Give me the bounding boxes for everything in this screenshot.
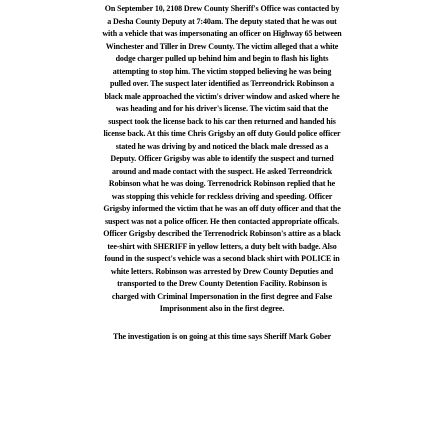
report-line: Imprisonment also in the first degree. xyxy=(159,304,285,313)
report-line: black male approached the victim's driver window and asked where he xyxy=(104,91,340,101)
report-line: Robinson what he was doing. Terrenodrick Robinson replied that he xyxy=(108,179,336,188)
report-line: charged with Criminal Impersonation in the first degree and False xyxy=(111,291,333,301)
report-line: transported to the Drew County Detention Facility. Robinson is xyxy=(117,279,327,288)
report-line: around and made contact with the suspect. He asked Terreondrick xyxy=(111,166,333,176)
report-line: Winchester and Tiller in Drew County. The victim alleged that a white xyxy=(105,41,339,51)
report-line: was stopping this vehicle for reckless driving and speeding. Officer xyxy=(111,191,333,201)
report-line: suspect took the license back to his car then returned and handed his xyxy=(108,116,336,126)
report-line: with a vehicle that was impersonating an officer on Highway 65 between xyxy=(102,29,342,38)
report-line: dodge charger pulled up behind him and begin to flash his lights xyxy=(115,54,329,63)
closing-statement: The investigation is on going at this time says Sheriff Mark Gober xyxy=(112,332,332,341)
report-line: found in the suspect's vehicle was a second black shirt with POLICE in xyxy=(104,254,340,263)
report-line: license back. At this time Chris Grigsby an off duty Gould police officer xyxy=(103,129,341,138)
report-line: pulled over. The suspect later identified as Terreondrick Robinson a xyxy=(109,79,335,88)
report-line: a Desha County Deputy at 7:40am. The deputy stated that he was out xyxy=(107,16,337,26)
report-line: Deputy. Officer Grigsby was able to identify the suspect and turned xyxy=(110,154,334,163)
report-line: On September 10, 2108 Drew County Sheriff's Office was contacted by xyxy=(104,4,340,13)
report-line: suspect was not a police officer. He then contacted appropriate officals. xyxy=(104,216,339,226)
report-line: tee-shirt with SHERIFF in yellow letters, a duty belt with badge. Also xyxy=(107,241,337,251)
report-line: Grigsby informed the victim that he was an off duty officer and that the xyxy=(103,204,341,213)
report-line: Officer Grigsby described the Terrenodrick Robinson's attire as a black xyxy=(103,229,341,238)
report-line: stated he was driving by and noticed the black male dressed as a xyxy=(115,141,329,151)
report-line: attempting to stop him. The victim stopped believing he was being xyxy=(112,66,332,76)
report-line: was heading and for his driver's license. The victim said that the xyxy=(115,104,329,113)
report-line: white letters. Robinson was arrested by Drew County Deputies and xyxy=(110,266,334,276)
